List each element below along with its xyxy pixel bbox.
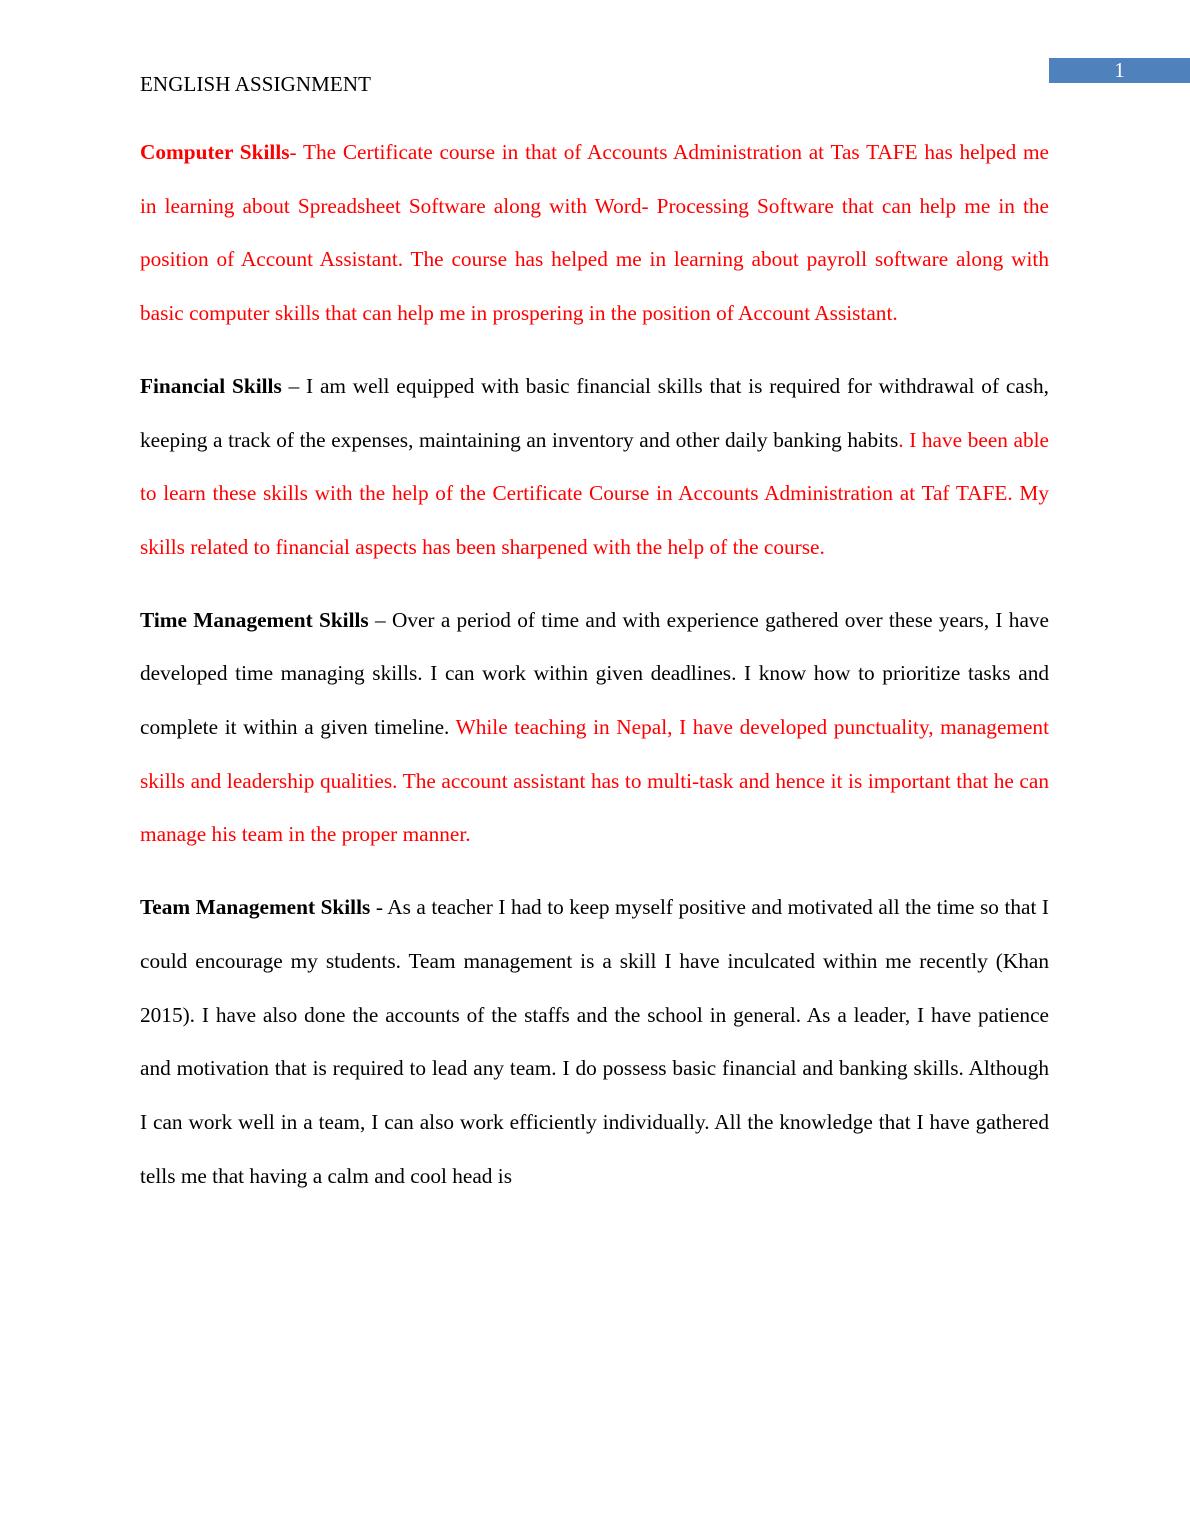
paragraph-time-management-skills [140, 594, 1049, 863]
page-number: 1 [1049, 58, 1190, 83]
heading-computer-skills: Computer Skills [140, 140, 290, 164]
separator: - [370, 895, 388, 920]
separator: - [289, 140, 303, 164]
paragraph-text-black: Over a period of time and with experience gathered over these years, I have developed time managing skills. I can work within given deadlines. I know how to prioritize tasks and complete it within a given timeline. [140, 607, 1050, 740]
paragraph-text-red: The Certificate course in that of Accounts Administration at Tas TAFE has helped me in learning about Spreadsheet Software along with Word- Processing Software that can help me in the position of Account Assistant. The course has helped me in learning about payroll software along with basic computer skills that can help me in prospering in the position of Account Assistant. [140, 140, 1049, 326]
paragraph-team-management-skills [140, 881, 1049, 1203]
header-title: ENGLISH ASSIGNMENT [140, 72, 372, 96]
paragraph-financial-skills [140, 360, 1049, 575]
document-body [140, 126, 1049, 1222]
paragraph-text-red: While teaching in Nepal, I have developed punctuality, management skills and leadership qualities. The account assistant has to multi-task and hence it is important that he can manage his team in the proper manner. [140, 715, 1049, 847]
paragraph-computer-skills [140, 126, 1049, 341]
separator: – [368, 607, 392, 632]
separator: – [281, 373, 307, 398]
paragraph-text-red: . I have been able to learn these skills with the help of the Certificate Course in Accounts Administration at Taf TAFE. My skills related to financial aspects has been sharpened with the help of the course. [140, 427, 1049, 559]
paragraph-text-black: As a teacher I had to keep myself positive and motivated all the time so that I could encourage my students. Team management is a skill I have inculcated within me recently (Khan 2015). I have also done the accounts of the staffs and the school in general. As a leader, I have patience and motivation that is required to lead any team. I do possess basic financial and banking skills. Although I can work well in a team, I can also work efficiently individually. All the knowledge that I have gathered tells me that having a calm and cool head is [140, 895, 1049, 1188]
heading-financial-skills: Financial Skills [140, 373, 282, 398]
paragraph-text-black: I am well equipped with basic financial skills that is required for withdrawal of cash, keeping a track of the expenses, maintaining an inventory and other daily banking habits [140, 373, 1050, 452]
heading-team-management-skills: Team Management Skills [140, 895, 371, 920]
heading-time-management-skills: Time Management Skills [140, 607, 369, 632]
